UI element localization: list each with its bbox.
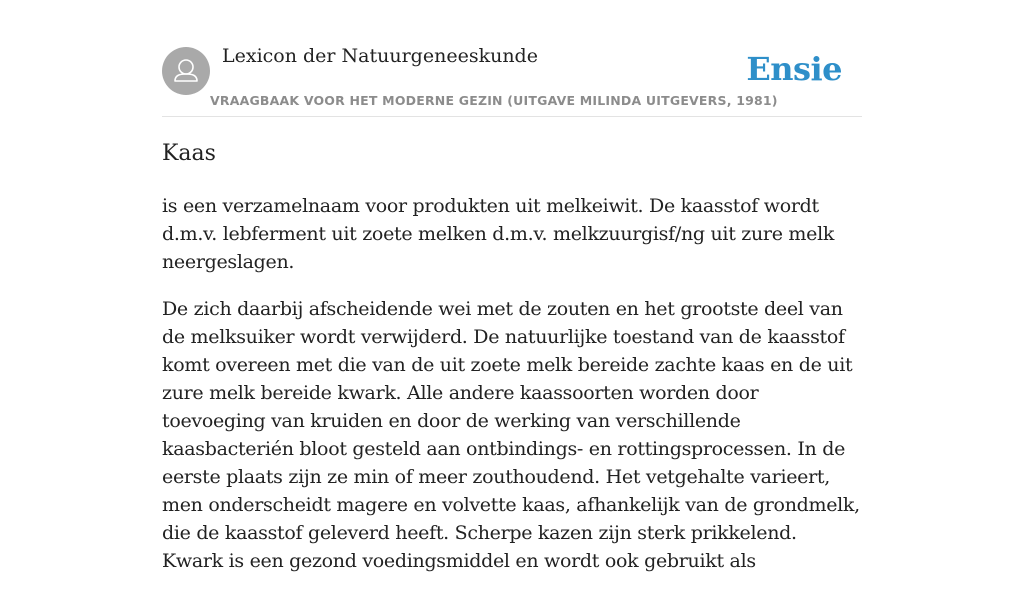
user-avatar-icon[interactable]	[162, 47, 210, 95]
entry-paragraph: is een verzamelnaam voor produkten uit melkeiwit. De kaasstof wordt d.m.v. lebferment uit zoete melken d.m.v. melkzuurgisf/ng uit zure melk neergeslagen.	[162, 195, 835, 273]
site-title[interactable]: Lexicon der Natuurgeneeskunde	[222, 45, 538, 67]
header	[162, 0, 862, 117]
entry-title: Kaas	[162, 141, 216, 166]
site-subtitle: VRAAGBAAK VOOR HET MODERNE GEZIN (UITGAVE MILINDA UITGEVERS, 1981)	[210, 93, 778, 108]
brand-logo[interactable]: Ensie	[746, 50, 842, 88]
entry-paragraph: De zich daarbij afscheidende wei met de zouten en het grootste deel van de melksuiker wordt verwijderd. De natuurlijke toestand van de kaasstof komt overeen met die van de uit zoete melk bereide zachte kaas en de uit zure melk bereide kwark. Alle andere kaassoorten worden door toevoeging van kruiden en door de werking van verschillende kaasbacterién bloot gesteld aan ontbindings- en rottingsprocessen. In de eerste plaats zijn ze min of meer zouthoudend. Het vetgehalte varieert, men onderscheidt magere en volvette kaas, afhankelijk van de grondmelk, die de kaasstof geleverd heeft. Scherpe kazen zijn sterk prikkelend. Kwark is een gezond voedingsmiddel en wordt ook gebruikt als	[162, 298, 860, 572]
entry-content	[162, 138, 862, 594]
avatar-silhouette-icon	[162, 47, 210, 95]
